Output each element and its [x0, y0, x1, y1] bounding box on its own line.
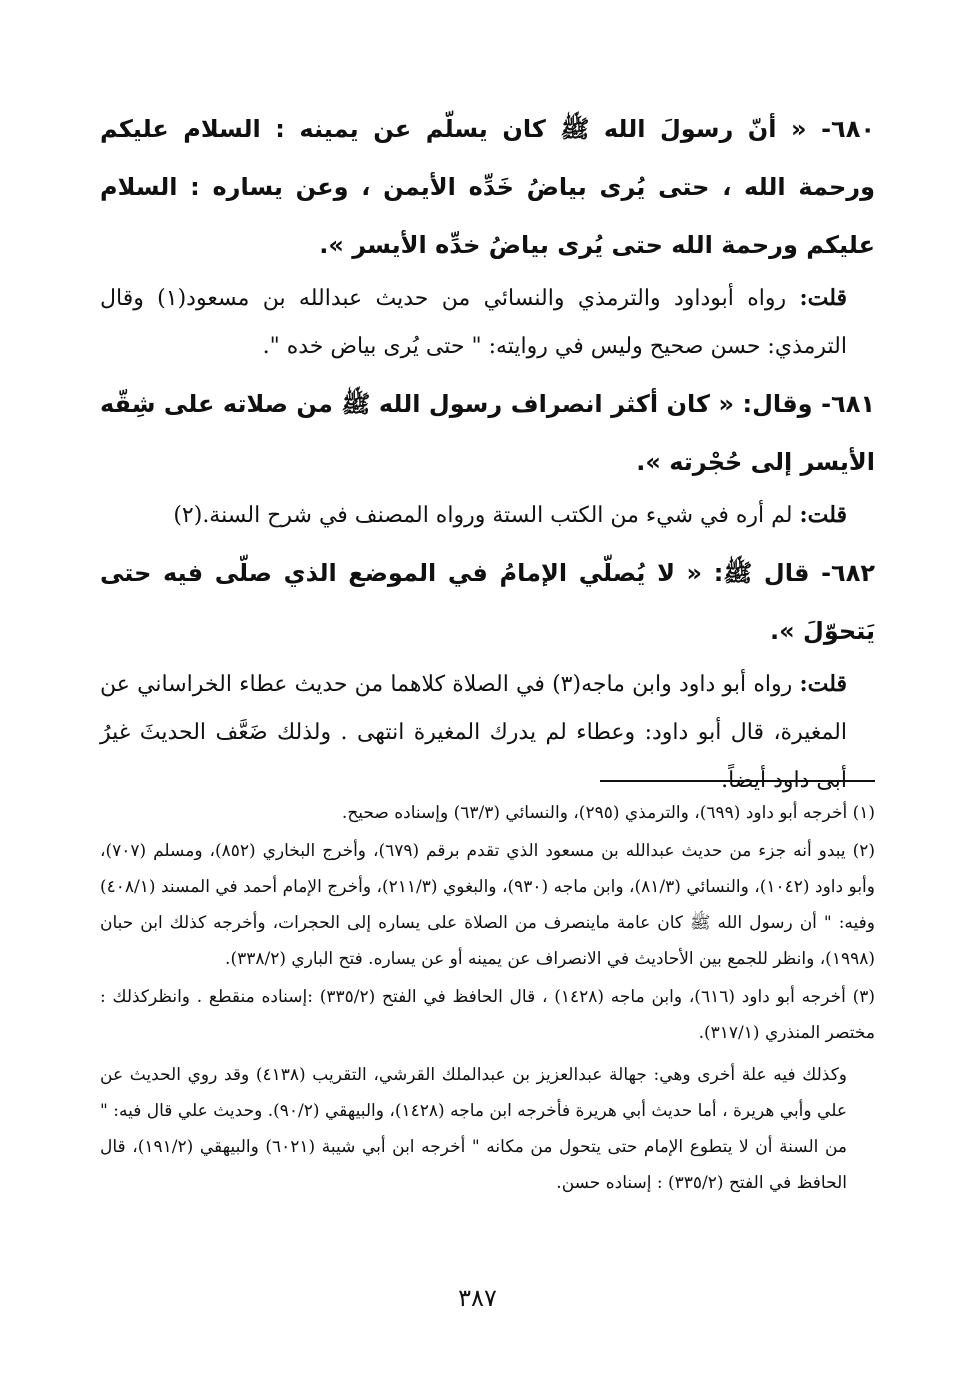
hadith-681-text: ٦٨١- وقال: « كان أكثر انصراف رسول الله ﷺ من صلاته على شِقّه الأيسر إلى حُجْرته ». — [100, 390, 875, 476]
note-682 — [100, 660, 875, 805]
page-number: ٣٨٧ — [458, 1284, 497, 1312]
footnote-3-continuation: وكذلك فيه علة أخرى وهي: جهالة عبدالعزيز بن عبدالملك القرشي، التقريب (٤١٣٨) وقد روي الحديث عن علي وأبي هريرة ، أما حديث أبي هريرة فأخرجه ابن ماجه (١٤٢٨)، والبيهقي (٩٠/٢). وحديث علي قال فيه: " من السنة أن لا يتطوع الإمام حتى يتحول من مكانه " أخرجه ابن أبي شيبة (٦٠٢١) والبيهقي (١٩١/٢)، قال الحافظ في الفتح (٣٣٥/٢) : إسناده حسن. — [100, 1065, 848, 1193]
hadith-682-text: ٦٨٢- قال ﷺ: « لا يُصلّي الإمامُ في الموضع الذي صلّى فيه حتى يَتحوّلَ ». — [100, 559, 875, 645]
footnote-1: (١) أخرجه أبو داود (٦٩٩)، والترمذي (٢٩٥)، والنسائي (٦٣/٣) وإسناده صحيح. — [341, 803, 875, 823]
hadith-680 — [100, 100, 875, 274]
footnotes — [100, 795, 875, 1203]
main-text — [100, 100, 875, 809]
footnote-2: (٢) يبدو أنه جزء من حديث عبدالله بن مسعود الذي تقدم برقم (٦٧٩)، وأخرج البخاري (٨٥٢)، ومسلم (٧٠٧)، وأبو داود (١٠٤٢)، والنسائي (٨١/٣)، وابن ماجه (٩٣٠)، والبغوي (٢١١/٣)، وأخرج الإمام أحمد في المسند (٤٠٨/١) وفيه: " أن رسول الله ﷺ كان عامة ماينصرف من الصلاة على يساره إلى الحجرات، وأخرجه كذلك ابن حبان (١٩٩٨)، وانظر للجمع بين الأحاديث في الانصراف عن يمينه أو عن يساره. فتح الباري (٣٣٨/٢). — [100, 841, 875, 969]
hadith-681 — [100, 375, 875, 491]
note-680 — [100, 274, 875, 371]
note-681-text: لم أره في شيء من الكتب الستة ورواه المصنف في شرح السنة.(٢) — [173, 503, 793, 528]
note-680-label: قلت: — [799, 285, 847, 311]
note-682-label: قلت: — [799, 671, 847, 697]
hadith-680-text: ٦٨٠- « أنّ رسولَ الله ﷺ كان يسلّم عن يمينه : السلام عليكم ورحمة الله ، حتى يُرى بياضُ خَدِّه الأيمن ، وعن يساره : السلام عليكم ورحمة الله حتى يُرى بياضُ خدِّه الأيسر ». — [100, 115, 875, 259]
footnote-separator — [600, 780, 875, 782]
hadith-682 — [100, 544, 875, 660]
note-681 — [100, 491, 875, 540]
note-680-text: رواه أبوداود والترمذي والنسائي من حديث عبدالله بن مسعود(١) وقال الترمذي: حسن صحيح وليس في روايته: " حتى يُرى بياض خده ". — [100, 286, 847, 359]
note-681-label: قلت: — [799, 502, 847, 528]
note-682-text: رواه أبو داود وابن ماجه(٣) في الصلاة كلاهما من حديث عطاء الخراساني عن المغيرة، قال أبو داود: وعطاء لم يدرك المغيرة انتهى . ولذلك ضَعَّف الحديثَ غيرُ أبى داود أيضاً. — [100, 672, 847, 793]
footnote-3: (٣) أخرجه أبو داود (٦١٦)، وابن ماجه (١٤٢٨) ، قال الحافظ في الفتح (٣٣٥/٢) :إسناده منقطع . وانظركذلك : مختصر المنذري (٣١٧/١). — [100, 987, 875, 1043]
